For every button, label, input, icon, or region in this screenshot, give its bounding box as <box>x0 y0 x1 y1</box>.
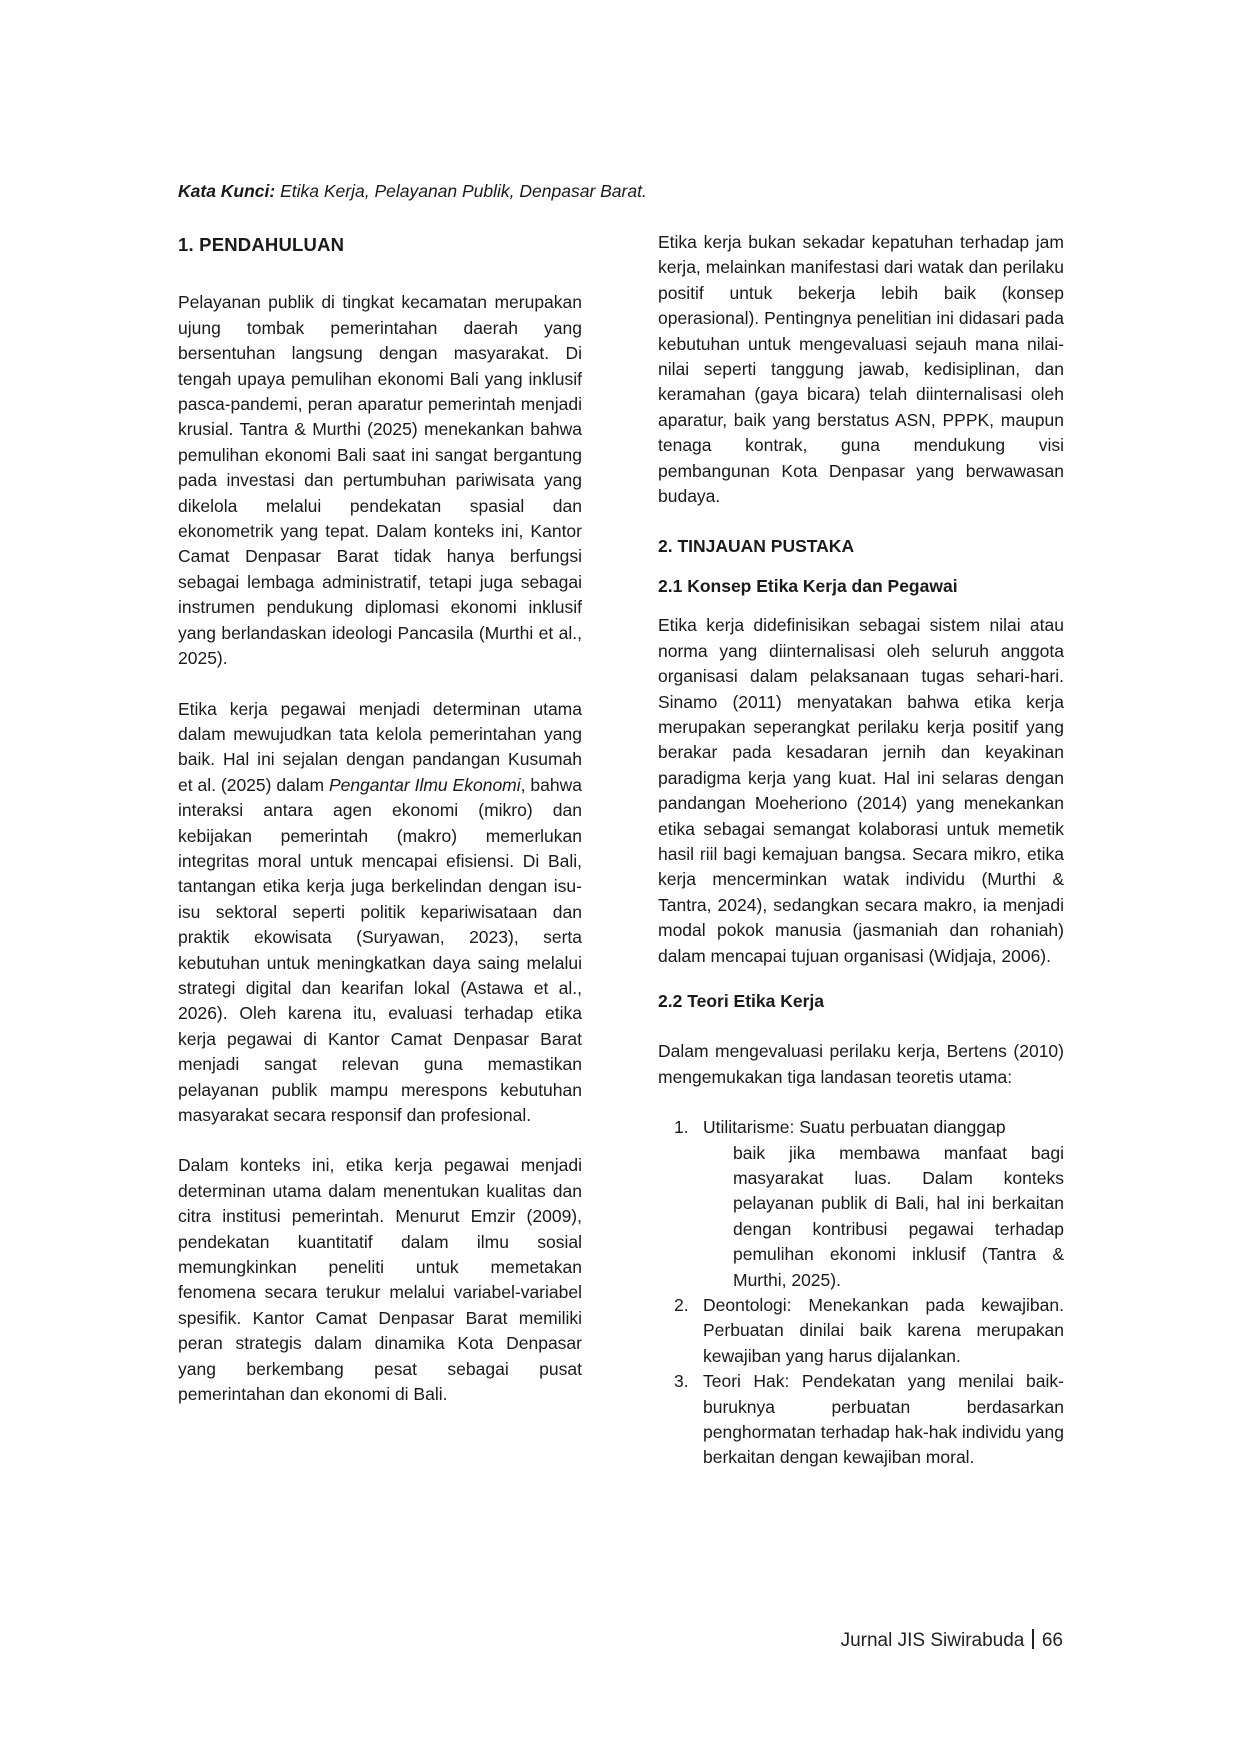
list-item <box>658 1369 1064 1471</box>
list-number: 3. <box>674 1371 689 1392</box>
subsection-heading-2-1: 2.1 Konsep Etika Kerja dan Pegawai <box>658 575 958 596</box>
paragraph-text: Etika kerja pegawai menjadi determinan utama dalam mewujudkan tata kelola pemerintahan yang baik. Hal ini sejalan dengan pandangan Kusumah et al. (2025) dalam <box>178 698 582 795</box>
footer-divider <box>1032 1629 1034 1649</box>
keywords-text: Etika Kerja, Pelayanan Publik, Denpasar Barat. <box>275 181 647 201</box>
paragraph <box>178 697 582 1129</box>
subsection-heading-2-2: 2.2 Teori Etika Kerja <box>658 990 825 1011</box>
paragraph: Etika kerja bukan sekadar kepatuhan terhadap jam kerja, melainkan manifestasi dari watak dan perilaku positif untuk bekerja lebih baik (konsep operasional). Pentingnya penelitian ini didasari pada kebutuhan untuk mengevaluasi sejauh mana nilai-nilai seperti tanggung jawab, kedisiplinan, dan keramahan (gaya bicara) telah diinternalisasi oleh aparatur, baik yang berstatus ASN, PPPK, maupun tenaga kontrak, guna mendukung visi pembangunan Kota Denpasar yang berwawasan budaya. <box>658 232 1064 507</box>
journal-name: Jurnal JIS Siwirabuda <box>840 1630 1025 1651</box>
paragraph: Pelayanan publik di tingkat kecamatan merupakan ujung tombak pemerintahan daerah yang bersentuhan langsung dengan masyarakat. Di tengah upaya pemulihan ekonomi Bali yang inklusif pasca-pandemi, peran aparatur pemerintah menjadi krusial. Tantra & Murthi (2025) menekankan bahwa pemulihan ekonomi Bali saat ini sangat bergantung pada investasi dan pertumbuhan pariwisata yang dikelola melalui pendekatan spasial dan ekonometrik yang tepat. Dalam konteks ini, Kantor Camat Denpasar Barat tidak hanya berfungsi sebagai lembaga administratif, tetapi juga sebagai instrumen pendukung diplomasi ekonomi inklusif yang berlandaskan ideologi Pancasila (Murthi et al., 2025). <box>178 292 582 669</box>
section-heading-pendahuluan: 1. PENDAHULUAN <box>178 234 345 255</box>
page-footer <box>841 1628 1063 1654</box>
list-item-text: Utilitarisme: Suatu perbuatan dianggap <box>703 1117 1006 1138</box>
list-item-text: baik jika membawa manfaat bagi masyarakat luas. Dalam konteks pelayanan publik di Bali, hal ini berkaitan dengan kontribusi pegawai terhadap pemulihan ekonomi inklusif (Tantra & Murthi, 2025). <box>733 1142 1064 1290</box>
theory-list <box>658 1115 1064 1471</box>
list-item <box>658 1293 1064 1369</box>
section-heading-tinjauan: 2. TINJAUAN PUSTAKA <box>658 536 855 557</box>
paragraph: Etika kerja didefinisikan sebagai sistem nilai atau norma yang diinternalisasi oleh seluruh anggota organisasi dalam pelaksanaan tugas sehari-hari. Sinamo (2011) menyatakan bahwa etika kerja merupakan seperangkat perilaku kerja positif yang berakar pada kesadaran jernih dan keyakinan paradigma kerja yang kuat. Hal ini selaras dengan pandangan Moeheriono (2014) yang menekankan etika sebagai semangat kolaborasi untuk memetik hasil riil bagi kemajuan bangsa. Secara mikro, etika kerja mencerminkan watak individu (Murthi & Tantra, 2024), sedangkan secara makro, ia menjadi modal pokok manusia (jasmaniah dan rohaniah) dalam mencapai tujuan organisasi (Widjaja, 2006). <box>658 615 1064 966</box>
keywords-line <box>178 179 647 203</box>
right-column <box>658 230 1064 1471</box>
keywords-label: Kata Kunci: <box>178 181 276 201</box>
paragraph: Dalam mengevaluasi perilaku kerja, Bertens (2010) mengemukakan tiga landasan teoretis utama: <box>658 1041 1064 1087</box>
paragraph: Dalam konteks ini, etika kerja pegawai menjadi determinan utama dalam menentukan kualitas dan citra institusi pemerintah. Menurut Emzir (2009), pendekatan kuantitatif dalam ilmu sosial memungkinkan peneliti untuk memetakan fenomena secara terukur melalui variabel-variabel spesifik. Kantor Camat Denpasar Barat memiliki peran strategis dalam dinamika Kota Denpasar yang berkembang pesat sebagai pusat pemerintahan dan ekonomi di Bali. <box>178 1155 582 1405</box>
paragraph-text: , bahwa interaksi antara agen ekonomi (mikro) dan kebijakan pemerintah (makro) memerlukan integritas moral untuk mencapai efisiensi. Di Bali, tantangan etika kerja juga berkelindan dengan isu-isu sektoral seperti politik kepariwisataan dan praktik ekowisata (Suryawan, 2023), serta kebutuhan untuk meningkatkan daya saing melalui strategi digital dan kearifan lokal (Astawa et al., 2026). Oleh karena itu, evaluasi terhadap etika kerja pegawai di Kantor Camat Denpasar Barat menjadi sangat relevan guna memastikan pelayanan publik mampu merespons kebutuhan masyarakat secara responsif dan profesional. <box>178 774 582 1125</box>
list-item <box>658 1115 1064 1293</box>
book-title: Pengantar Ilmu Ekonomi <box>328 774 521 795</box>
page-number: 66 <box>1041 1630 1063 1651</box>
list-item-text: Deontologi: Menekankan pada kewajiban. Perbuatan dinilai baik karena merupakan kewajiban yang harus dijalankan. <box>703 1295 1064 1366</box>
list-item-text: Teori Hak: Pendekatan yang menilai baik-buruknya perbuatan berdasarkan penghormatan terhadap hak-hak individu yang berkaitan dengan kewajiban moral. <box>703 1371 1064 1468</box>
list-number: 1. <box>674 1117 689 1138</box>
list-number: 2. <box>674 1295 689 1316</box>
left-column <box>178 232 582 1407</box>
